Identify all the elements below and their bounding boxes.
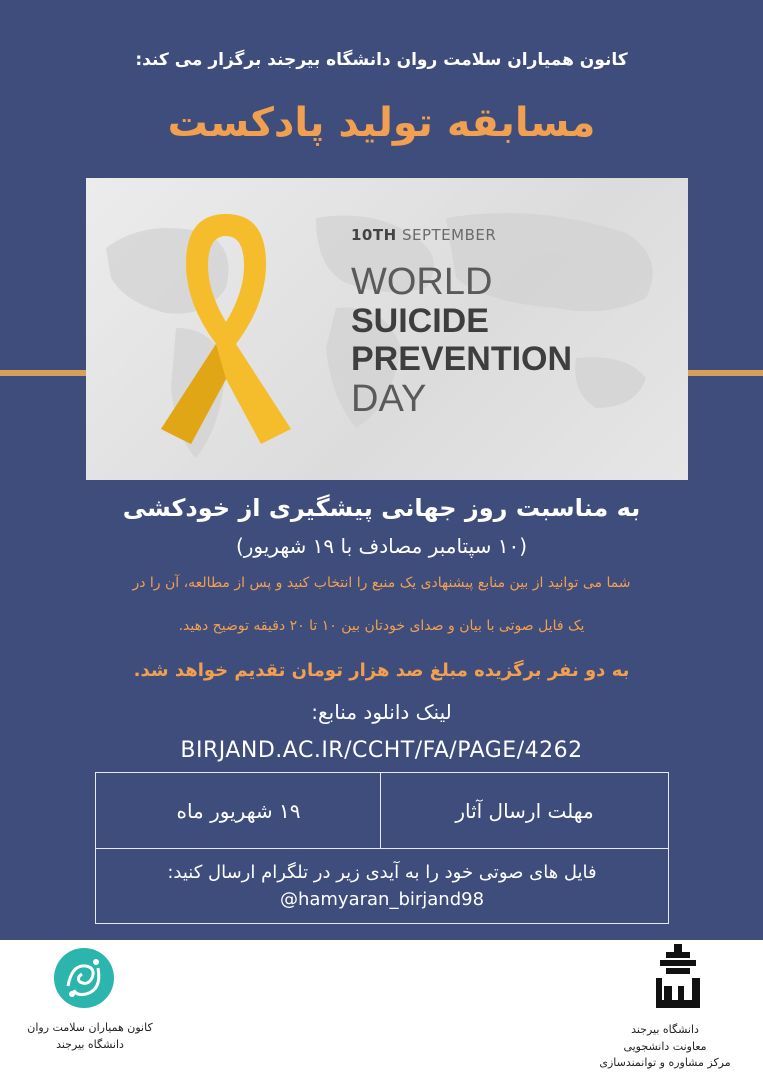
left-org-line-1: کانون همیاران سلامت روان [27,1021,153,1034]
download-link[interactable]: BIRJAND.AC.IR/CCHT/FA/PAGE/4262 [180,738,583,763]
awareness-banner [86,178,688,480]
deadline-value-cell: ۱۹ شهریور ماه [96,773,381,849]
info-table [95,772,669,924]
instruction-line-1: شما می توانید از بین منابع پیشنهادی یک منبع را انتخاب کنید و پس از مطالعه، آن را در [132,575,631,591]
right-org-line-2: معاونت دانشجویی [623,1039,707,1053]
hamyaran-logo-icon [52,946,116,1010]
organizer-heading: کانون همیاران سلامت روان دانشگاه بیرجند برگزار می کند: [135,50,628,70]
birjand-university-logo-icon [652,942,704,1012]
right-org-line-3: مرکز مشاوره و توانمندسازی [599,1056,731,1069]
left-org-line-2: دانشگاه بیرجند [56,1037,124,1051]
banner-line-suicide: SUICIDE [351,302,489,340]
submission-instruction: فایل های صوتی خود را به آیدی زیر در تلگرام ارسال کنید: [167,862,597,883]
yellow-ribbon-icon [146,204,306,454]
occasion-heading: به مناسبت روز جهانی پیشگیری از خودکشی [122,494,641,522]
banner-date [351,226,496,244]
telegram-handle[interactable]: @hamyaran_birjand98 [279,889,485,910]
banner-date-month: SEPTEMBER [396,226,497,244]
submission-cell [96,849,668,923]
banner-line-prevention: PREVENTION [351,340,573,378]
deadline-label-cell: مهلت ارسال آثار [380,773,668,849]
banner-line-day: DAY [351,378,427,420]
banner-date-day: 10TH [351,226,397,244]
prize-announcement: به دو نفر برگزیده مبلغ صد هزار تومان تقدیم خواهد شد. [133,660,630,681]
instruction-line-2: یک فایل صوتی با بیان و صدای خودتان بین ۱۰ تا ۲۰ دقیقه توضیح دهید. [178,618,585,634]
left-org-caption [20,1020,160,1053]
right-org-line-1: دانشگاه بیرجند [631,1023,699,1036]
page-title: مسابقه تولید پادکست [167,100,596,146]
date-line: (۱۰ سپتامبر مصادف با ۱۹ شهریور) [235,534,528,558]
banner-line-world: WORLD [351,261,493,303]
right-org-caption [590,1022,740,1072]
download-label: لینک دانلود منابع: [311,700,452,724]
footer [0,940,763,1080]
